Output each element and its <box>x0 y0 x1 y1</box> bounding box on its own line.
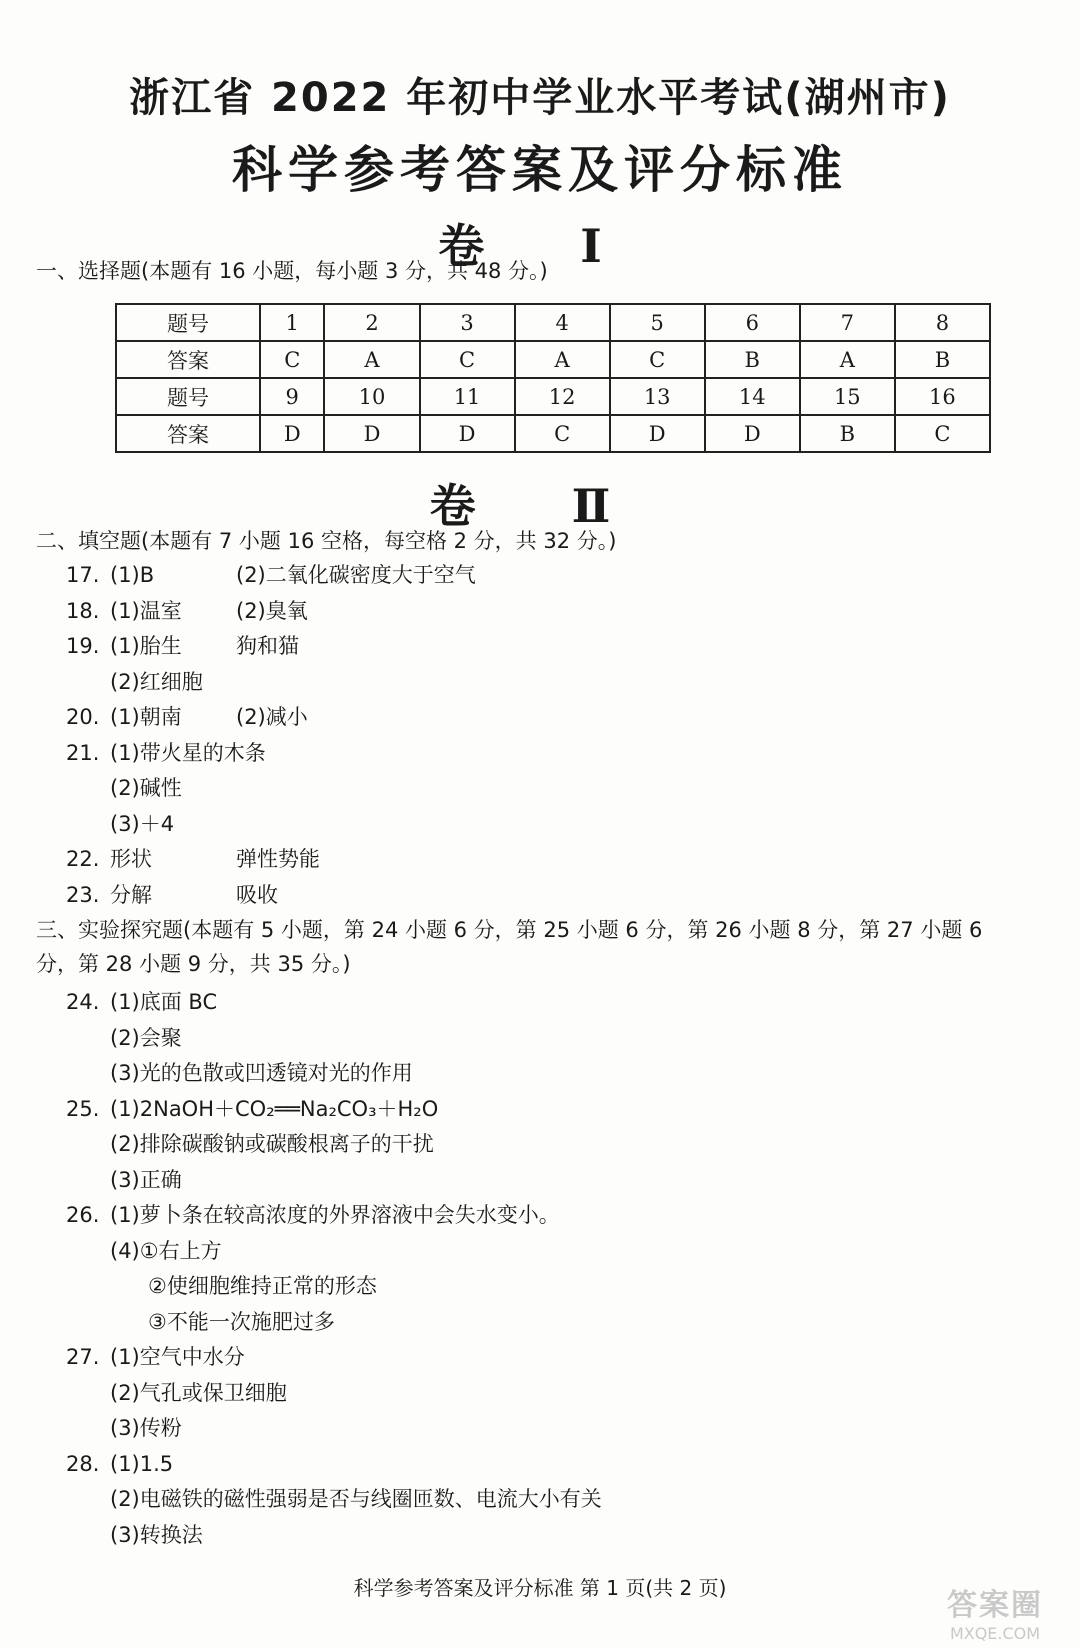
answer-24-part2: (2)会聚 <box>110 1025 182 1050</box>
answer-21: 21. (1)带火星的木条 <box>66 740 266 765</box>
table-row-question-numbers-2 <box>116 378 990 415</box>
table-cell: C <box>895 415 990 452</box>
experiment-answers <box>66 985 1026 1553</box>
table-cell: 7 <box>800 304 895 341</box>
answer-28: 28. (1)1.5 <box>66 1451 174 1476</box>
answer-21-part2: (2)碱性 <box>110 776 182 800</box>
table-cell: D <box>260 415 324 452</box>
fill-in-answers <box>66 558 1026 913</box>
table-cell: B <box>800 415 895 452</box>
table-cell: 15 <box>800 378 895 415</box>
table-cell: 5 <box>610 304 705 341</box>
table-cell: D <box>324 415 419 452</box>
table-cell: D <box>705 415 800 452</box>
answer-19-part2: (2)红细胞 <box>110 669 203 694</box>
answer-27-part2: (2)气孔或保卫细胞 <box>110 1380 287 1405</box>
volume-1-heading: 卷 Ⅰ <box>438 219 642 273</box>
answer-28-part2: (2)电磁铁的磁性强弱是否与线圈匝数、电流大小有关 <box>110 1487 602 1511</box>
table-cell: B <box>895 341 990 378</box>
answer-25-part2: (2)排除碳酸钠或碳酸根离子的干扰 <box>110 1132 434 1156</box>
answer-22: 22. 形状 弹性势能 <box>66 847 320 871</box>
row-label: 答案 <box>116 341 260 378</box>
table-cell: 9 <box>260 378 324 415</box>
document-subtitle: 科学参考答案及评分标准 <box>232 141 848 199</box>
answer-26-part4: (4)①右上方 <box>110 1238 222 1263</box>
answer-26: 26. (1)萝卜条在较高浓度的外界溶液中会失水变小。 <box>66 1203 560 1227</box>
table-cell: 12 <box>515 378 610 415</box>
table-cell: 6 <box>705 304 800 341</box>
table-cell: 14 <box>705 378 800 415</box>
table-cell: 3 <box>420 304 515 341</box>
answer-19: 19. (1)胎生 狗和猫 <box>66 634 299 658</box>
table-cell: C <box>260 341 324 378</box>
table-cell: A <box>324 341 419 378</box>
answer-26-part4-3: ③不能一次施肥过多 <box>148 1309 335 1334</box>
answer-24-part3: (3)光的色散或凹透镜对光的作用 <box>110 1061 413 1085</box>
table-cell: C <box>420 341 515 378</box>
table-cell: 16 <box>895 378 990 415</box>
row-label: 答案 <box>116 415 260 452</box>
watermark-logo: 答案圈 MXQE.COM <box>947 1588 1043 1643</box>
table-cell: 10 <box>324 378 419 415</box>
row-label: 题号 <box>116 304 260 341</box>
answer-28-part3: (3)转换法 <box>110 1522 203 1547</box>
table-cell: B <box>705 341 800 378</box>
answer-25: 25. (1)2NaOH＋CO₂══Na₂CO₃＋H₂O <box>66 1096 439 1121</box>
section-1-heading: 一、选择题(本题有 16 小题，每小题 3 分，共 48 分。) <box>36 259 548 283</box>
table-row-question-numbers-1 <box>116 304 990 341</box>
table-cell: D <box>610 415 705 452</box>
answer-18: 18. (1)温室 (2)臭氧 <box>66 598 308 623</box>
answer-25-part3: (3)正确 <box>110 1167 182 1192</box>
table-cell: 4 <box>515 304 610 341</box>
table-cell: 2 <box>324 304 419 341</box>
document-title: 浙江省 2022 年初中学业水平考试(湖州市) <box>129 75 951 121</box>
answer-23: 23. 分解 吸收 <box>66 882 278 907</box>
page-footer: 科学参考答案及评分标准 第 1 页(共 2 页) <box>353 1576 727 1600</box>
table-cell: C <box>515 415 610 452</box>
volume-2-heading: 卷 Ⅱ <box>429 479 651 533</box>
table-cell: 13 <box>610 378 705 415</box>
table-cell: A <box>515 341 610 378</box>
table-cell: C <box>610 341 705 378</box>
table-cell: 8 <box>895 304 990 341</box>
answer-21-part3: (3)＋4 <box>110 811 175 836</box>
table-cell: A <box>800 341 895 378</box>
table-cell: 1 <box>260 304 324 341</box>
answer-26-part4-2: ②使细胞维持正常的形态 <box>148 1274 377 1298</box>
answer-20: 20. (1)朝南 (2)减小 <box>66 705 308 729</box>
answer-table <box>115 303 991 453</box>
table-cell: D <box>420 415 515 452</box>
row-label: 题号 <box>116 378 260 415</box>
section-3-heading: 三、实验探究题(本题有 5 小题，第 24 小题 6 分，第 25 小题 6 分，第 26 小题 8 分，第 27 小题 6 分，第 28 小题 9 分，共 35 分。) <box>36 918 983 976</box>
table-row-answers-1 <box>116 341 990 378</box>
answer-17: 17. (1)B (2)二氧化碳密度大于空气 <box>66 563 476 587</box>
table-cell: 11 <box>420 378 515 415</box>
answer-27-part3: (3)传粉 <box>110 1416 182 1440</box>
table-row-answers-2 <box>116 415 990 452</box>
answer-27: 27. (1)空气中水分 <box>66 1345 245 1369</box>
answer-24: 24. (1)底面 BC <box>66 990 218 1014</box>
section-2-heading: 二、填空题(本题有 7 小题 16 空格，每空格 2 分，共 32 分。) <box>36 529 617 553</box>
